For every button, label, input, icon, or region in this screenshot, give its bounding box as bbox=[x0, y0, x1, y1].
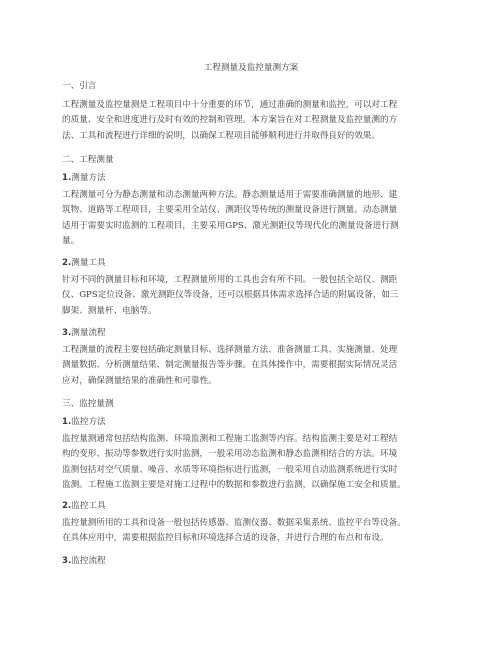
subheading-survey-process bbox=[62, 327, 106, 339]
subheading-survey-method bbox=[62, 172, 106, 184]
text-line: 工程测量及监控量测是工程项目中十分重要的环节，通过准确的测量和监控，可以对工程 bbox=[62, 100, 398, 110]
section-heading-monitoring: 三、监控量测 bbox=[62, 399, 114, 409]
subheading-number: 3. bbox=[62, 556, 72, 566]
text-line: 在具体应用中，需要根据监控目标和环境选择合适的设备，并进行合理的布点和布设。 bbox=[62, 533, 389, 544]
section-heading-engineering-survey: 二、工程测量 bbox=[62, 155, 114, 165]
subheading-number: 2. bbox=[62, 258, 72, 268]
section-heading-intro: 一、引言 bbox=[62, 81, 97, 91]
text-line: 法、工具和流程进行详细的说明，以确保工程项目能够顺利进行并取得良好的效果。 bbox=[62, 130, 380, 141]
text-line: 监测。工程施工监测主要是对施工过程中的数据和参数进行监测，以确保施工安全和质量。 bbox=[62, 480, 406, 491]
paragraph-survey-method bbox=[62, 188, 440, 250]
paragraph-monitoring-method bbox=[62, 432, 440, 494]
text-line: 适用于需要实时监测的工程项目，主要采用GPS、激光测距仪等现代化的测量设备进行测 bbox=[62, 220, 399, 231]
subheading-monitoring-method bbox=[62, 416, 106, 428]
text-line: 测量数据、分析测量结果、制定测量报告等步骤。在具体操作中，需要根据实际情况灵活 bbox=[62, 360, 398, 371]
text-line: 工程测量可分为静态测量和动态测量两种方法。静态测量适用于需要准确测量的地形、建 bbox=[62, 190, 398, 200]
subheading-label: 测量流程 bbox=[71, 328, 106, 338]
text-line: 监测包括对空气质量、噪音、水质等环境指标进行监测，一般采用自动监测系统进行实时 bbox=[62, 464, 398, 475]
paragraph-survey-process bbox=[62, 343, 440, 389]
paragraph-intro bbox=[62, 98, 440, 144]
subheading-number: 2. bbox=[62, 501, 72, 511]
subheading-label: 监控方法 bbox=[71, 417, 106, 427]
text-line: 应对，确保测量结果的准确性和可靠性。 bbox=[62, 375, 217, 386]
document-title: 工程测量及监控量测方案 bbox=[203, 63, 299, 73]
paragraph-survey-tools bbox=[62, 273, 440, 319]
subheading-label: 监控流程 bbox=[71, 556, 106, 566]
text-line: 仪、GPS定位设备、激光测距仪等设备，还可以根据具体需求选择合适的附属设备，如三 bbox=[62, 290, 399, 301]
subheading-monitoring-process bbox=[62, 555, 106, 567]
subheading-label: 测量方法 bbox=[71, 173, 106, 183]
text-line: 脚架、测量杆、电脑等。 bbox=[62, 305, 157, 316]
paragraph-monitoring-tools bbox=[62, 516, 440, 547]
subheading-number: 1. bbox=[62, 173, 72, 183]
subheading-label: 监控工具 bbox=[71, 501, 106, 511]
text-line: 筑物、道路等工程项目，主要采用全站仪、测距仪等传统的测量设备进行测量。动态测量 bbox=[62, 205, 398, 216]
subheading-monitoring-tools bbox=[62, 500, 106, 512]
text-line: 量。 bbox=[62, 236, 80, 247]
subheading-number: 1. bbox=[62, 417, 72, 427]
text-line: 的质量、安全和进度进行及时有效的控制和管理。本方案旨在对工程测量及监控量测的方 bbox=[62, 115, 398, 126]
text-line: 监控量测所用的工具和设备一般包括传感器、监测仪器、数据采集系统、监控平台等设备。 bbox=[62, 518, 406, 528]
text-line: 构的变形、振动等参数进行实时监测，一般采用动态监测和静态监测相结合的方法。环境 bbox=[62, 449, 398, 460]
text-line: 针对不同的测量目标和环境，工程测量所用的工具也会有所不同。一般包括全站仪、测距 bbox=[62, 275, 398, 285]
subheading-number: 3. bbox=[62, 328, 72, 338]
subheading-label: 测量工具 bbox=[71, 258, 106, 268]
text-line: 监控量测通常包括结构监测、环境监测和工程施工监测等内容。结构监测主要是对工程结 bbox=[62, 434, 398, 444]
text-line: 工程测量的流程主要包括确定测量目标、选择测量方法、准备测量工具、实施测量、处理 bbox=[62, 345, 398, 355]
subheading-survey-tools bbox=[62, 257, 106, 269]
